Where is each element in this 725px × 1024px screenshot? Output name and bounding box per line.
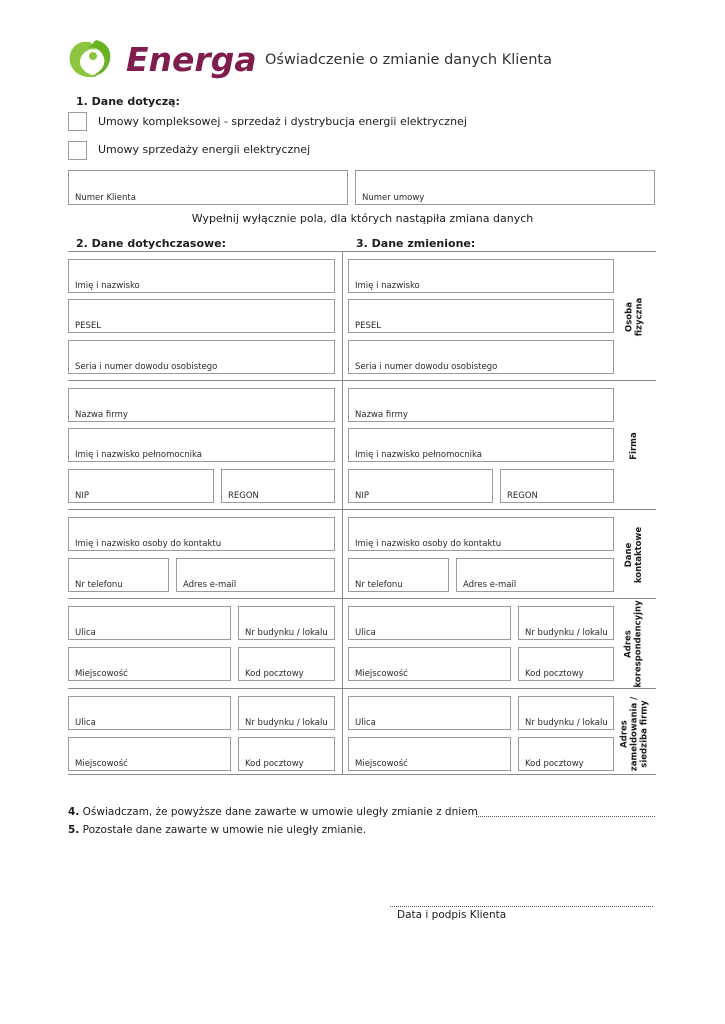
old-full-name-field[interactable] bbox=[68, 259, 335, 293]
field-label: Imię i nazwisko pełnomocnika bbox=[355, 450, 482, 460]
field-label: Adres e-mail bbox=[183, 580, 237, 590]
field-label: NIP bbox=[355, 491, 369, 501]
new-email-field[interactable] bbox=[456, 558, 614, 592]
new-pesel-field[interactable] bbox=[348, 299, 614, 333]
old-id-card-field[interactable] bbox=[68, 340, 335, 374]
field-label: Ulica bbox=[355, 718, 376, 728]
brand-name: Energa bbox=[126, 40, 257, 79]
column-divider bbox=[342, 251, 343, 774]
old-reg-building-field[interactable] bbox=[238, 696, 335, 730]
divider bbox=[68, 774, 656, 775]
contract-number-label: Numer umowy bbox=[362, 193, 425, 203]
field-label: REGON bbox=[228, 491, 259, 501]
option-sales-label: Umowy sprzedaży energii elektrycznej bbox=[98, 143, 311, 156]
side-label-contact: Dane kontaktowe bbox=[624, 526, 645, 583]
option-comprehensive-label: Umowy kompleksowej - sprzedaż i dystrybucja energii elektrycznej bbox=[98, 115, 467, 128]
old-data-heading: 2. Dane dotychczasowe: bbox=[76, 237, 227, 250]
new-corr-city-field[interactable] bbox=[348, 647, 511, 681]
field-label: Miejscowość bbox=[75, 759, 128, 769]
new-company-name-field[interactable] bbox=[348, 388, 614, 422]
customer-number-label: Numer Klienta bbox=[75, 193, 136, 203]
field-label: Miejscowość bbox=[355, 759, 408, 769]
field-label: Seria i numer dowodu osobistego bbox=[75, 362, 218, 372]
energa-logo-icon bbox=[66, 36, 114, 82]
field-label: Nr budynku / lokalu bbox=[245, 628, 328, 638]
field-label: PESEL bbox=[75, 321, 101, 331]
side-label-registered: Adres zameldowania / siedziba firmy bbox=[619, 696, 649, 771]
old-contact-person-field[interactable] bbox=[68, 517, 335, 551]
old-reg-city-field[interactable] bbox=[68, 737, 231, 771]
instruction-text: Wypełnij wyłącznie pola, dla których nastąpiła zmiana danych bbox=[191, 212, 534, 225]
field-label: Miejscowość bbox=[75, 669, 128, 679]
old-proxy-name-field[interactable] bbox=[68, 428, 335, 462]
old-reg-postcode-field[interactable] bbox=[238, 737, 335, 771]
statement-4: 4. Oświadczam, że powyższe dane zawarte w umowie uległy zmianie z dniem bbox=[68, 806, 478, 818]
page-title: Oświadczenie o zmianie danych Klienta bbox=[265, 52, 552, 68]
new-data-heading: 3. Dane zmienione: bbox=[356, 237, 476, 250]
old-email-field[interactable] bbox=[176, 558, 335, 592]
field-label: Imię i nazwisko osoby do kontaktu bbox=[355, 539, 502, 549]
customer-number-field[interactable] bbox=[68, 170, 348, 205]
new-corr-street-field[interactable] bbox=[348, 606, 511, 640]
section-1-heading: 1. Dane dotyczą: bbox=[76, 95, 180, 108]
new-reg-city-field[interactable] bbox=[348, 737, 511, 771]
new-reg-building-field[interactable] bbox=[518, 696, 614, 730]
field-label: Nr telefonu bbox=[75, 580, 123, 590]
field-label: Nr budynku / lokalu bbox=[525, 628, 608, 638]
field-label: NIP bbox=[75, 491, 89, 501]
field-label: Nazwa firmy bbox=[75, 410, 128, 420]
old-corr-postcode-field[interactable] bbox=[238, 647, 335, 681]
field-label: Imię i nazwisko bbox=[75, 281, 140, 291]
old-nip-field[interactable] bbox=[68, 469, 214, 503]
field-label: Imię i nazwisko pełnomocnika bbox=[75, 450, 202, 460]
old-phone-field[interactable] bbox=[68, 558, 169, 592]
field-label: Nr budynku / lokalu bbox=[245, 718, 328, 728]
signature-line[interactable] bbox=[390, 906, 653, 907]
old-company-name-field[interactable] bbox=[68, 388, 335, 422]
field-label: Kod pocztowy bbox=[525, 759, 584, 769]
new-full-name-field[interactable] bbox=[348, 259, 614, 293]
old-corr-street-field[interactable] bbox=[68, 606, 231, 640]
side-label-company: Firma bbox=[628, 431, 639, 460]
field-label: Nr budynku / lokalu bbox=[525, 718, 608, 728]
divider bbox=[68, 380, 656, 381]
field-label: Nazwa firmy bbox=[355, 410, 408, 420]
new-reg-postcode-field[interactable] bbox=[518, 737, 614, 771]
energa-logo bbox=[66, 36, 257, 82]
change-date-line[interactable] bbox=[476, 816, 655, 817]
field-label: Nr telefonu bbox=[355, 580, 403, 590]
field-label: Imię i nazwisko osoby do kontaktu bbox=[75, 539, 222, 549]
divider bbox=[68, 598, 656, 599]
signature-label: Data i podpis Klienta bbox=[397, 909, 507, 921]
field-label: Ulica bbox=[355, 628, 376, 638]
field-label: Adres e-mail bbox=[463, 580, 517, 590]
field-label: PESEL bbox=[355, 321, 381, 331]
field-label: Kod pocztowy bbox=[525, 669, 584, 679]
old-corr-building-field[interactable] bbox=[238, 606, 335, 640]
new-id-card-field[interactable] bbox=[348, 340, 614, 374]
new-corr-building-field[interactable] bbox=[518, 606, 614, 640]
old-pesel-field[interactable] bbox=[68, 299, 335, 333]
divider bbox=[68, 688, 656, 689]
checkbox-comprehensive[interactable] bbox=[68, 112, 87, 131]
old-reg-street-field[interactable] bbox=[68, 696, 231, 730]
field-label: Ulica bbox=[75, 628, 96, 638]
old-regon-field[interactable] bbox=[221, 469, 335, 503]
new-reg-street-field[interactable] bbox=[348, 696, 511, 730]
old-corr-city-field[interactable] bbox=[68, 647, 231, 681]
new-phone-field[interactable] bbox=[348, 558, 449, 592]
field-label: Seria i numer dowodu osobistego bbox=[355, 362, 498, 372]
field-label: Miejscowość bbox=[355, 669, 408, 679]
side-label-correspondence: Adres korespondencyjny bbox=[624, 599, 644, 688]
new-contact-person-field[interactable] bbox=[348, 517, 614, 551]
field-label: Ulica bbox=[75, 718, 96, 728]
field-label: Imię i nazwisko bbox=[355, 281, 420, 291]
divider bbox=[68, 509, 656, 510]
field-label: Kod pocztowy bbox=[245, 759, 304, 769]
side-label-person: Osoba fizyczna bbox=[624, 297, 644, 336]
new-nip-field[interactable] bbox=[348, 469, 493, 503]
checkbox-sales[interactable] bbox=[68, 141, 87, 160]
new-regon-field[interactable] bbox=[500, 469, 614, 503]
field-label: Kod pocztowy bbox=[245, 669, 304, 679]
contract-number-field[interactable] bbox=[355, 170, 655, 205]
field-label: REGON bbox=[507, 491, 538, 501]
divider bbox=[68, 251, 656, 252]
statement-5: 5. Pozostałe dane zawarte w umowie nie uległy zmianie. bbox=[68, 824, 367, 836]
new-corr-postcode-field[interactable] bbox=[518, 647, 614, 681]
new-proxy-name-field[interactable] bbox=[348, 428, 614, 462]
